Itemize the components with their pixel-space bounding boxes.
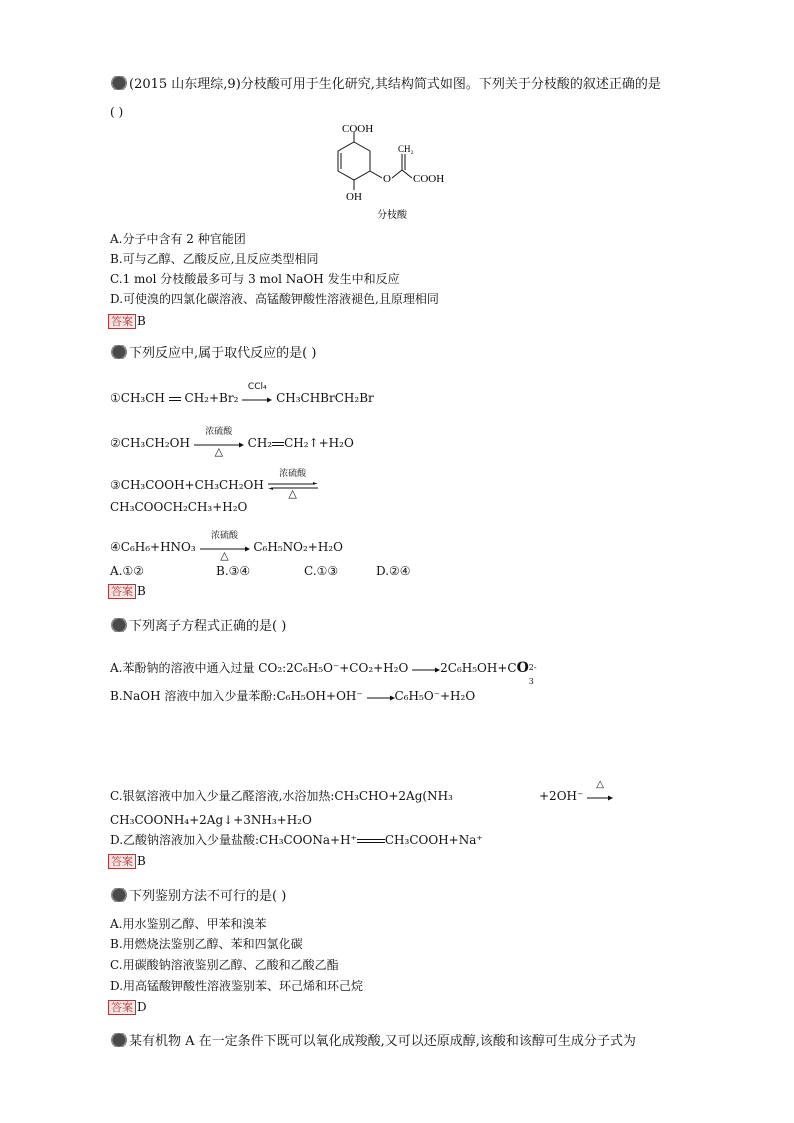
q1-option-d: D.可使溴的四氯化碳溶液、高锰酸钾酸性溶液褪色,且原理相同 xyxy=(110,292,439,306)
carbonate-charge: 2- xyxy=(528,663,537,672)
reaction-arrow: △ xyxy=(587,789,613,805)
q3-option-a: A.苯酚钠的溶液中通入过量 CO₂:2C₆H₅O⁻+CO₂+H₂O 2C₆H₅OH+CO 2- 3 xyxy=(110,660,539,677)
q4-stem: 下列鉴别方法不可行的是( ) xyxy=(129,889,287,904)
q1-answer: B xyxy=(137,314,146,328)
equals-sign xyxy=(357,839,385,843)
q2-answer: B xyxy=(137,584,146,598)
q2-reaction-4: ④C₆H₆+HNO₃ 浓硫酸 △ C₆H₅NO₂+H₂O xyxy=(110,530,343,562)
q2-reaction-2: ②CH₃CH₂OH 浓硫酸 △ CH₂ CH₂↑+H₂O xyxy=(110,426,354,458)
cooh-top-label: COOH xyxy=(342,123,374,135)
question-icon xyxy=(110,618,128,632)
q4-option-c: C.用碳酸钠溶液鉴别乙醇、乙酸和乙酸乙酯 xyxy=(110,958,339,972)
q2-reaction-3: ③CH₃COOH+CH₃CH₂OH 浓硫酸 △ xyxy=(110,477,318,494)
q4-option-d: D.用高锰酸钾酸性溶液鉴别苯、环己烯和环己烷 xyxy=(110,979,364,993)
q3-option-b: B.NaOH 溶液中加入少量苯酚:C₆H₅OH+OH⁻ C₆H₅O⁻+H₂O xyxy=(110,689,476,703)
double-bond xyxy=(272,442,284,446)
reversible-arrow: 浓硫酸 △ xyxy=(268,478,318,494)
question-icon xyxy=(110,76,128,90)
q1-option-b: B.可与乙醇、乙酸反应,且反应类型相同 xyxy=(110,252,319,266)
q3-option-c-product: CH₃COONH₄+2Ag↓+3NH₃+H₂O xyxy=(110,813,312,827)
q5-stem-line xyxy=(110,1033,636,1050)
answer-badge: 答案 xyxy=(108,584,136,599)
answer-badge: 答案 xyxy=(108,314,136,329)
q3-stem-line xyxy=(110,618,286,635)
reaction-arrow: 浓硫酸 △ xyxy=(200,540,250,556)
q1-stem: (2015 山东理综,9)分枝酸可用于生化研究,其结构简式如图。下列关于分枝酸的叙述正确的是 xyxy=(129,77,661,92)
q2-stem-line xyxy=(110,345,316,362)
q1-answer-line xyxy=(108,313,146,329)
ch2-label: CH₂ xyxy=(398,144,414,154)
q4-answer: D xyxy=(137,1000,147,1014)
q2-option-b: B.③④ xyxy=(216,564,251,578)
q1-option-c: C.1 mol 分枝酸最多可与 3 mol NaOH 发生中和反应 xyxy=(110,272,400,286)
q3-option-c-cont: +2OH⁻ △ xyxy=(539,788,613,805)
reaction-arrow xyxy=(367,689,395,705)
q1-option-a: A.分子中含有 2 种官能团 xyxy=(110,232,246,246)
q4-option-b: B.用燃烧法鉴别乙醇、苯和四氯化碳 xyxy=(110,937,303,951)
double-bond xyxy=(169,397,181,401)
q5-stem: 某有机物 A 在一定条件下既可以氧化成羧酸,又可以还原成醇,该酸和该醇可生成分子式为 xyxy=(129,1034,636,1049)
reaction-arrow xyxy=(412,661,440,677)
q2-option-a: A.①② xyxy=(110,564,144,578)
q3-answer-line xyxy=(108,853,146,869)
oh-label: OH xyxy=(346,191,362,203)
q1-blank: ( ) xyxy=(110,105,124,119)
chorismic-acid-structure xyxy=(320,118,470,223)
q2-stem: 下列反应中,属于取代反应的是( ) xyxy=(129,346,317,361)
structure-caption: 分枝酸 xyxy=(377,210,407,221)
question-icon xyxy=(110,345,128,359)
question-icon xyxy=(110,888,128,902)
q4-option-a: A.用水鉴别乙醇、甲苯和溴苯 xyxy=(110,917,267,931)
q2-option-d: D.②④ xyxy=(376,564,411,578)
q2-reaction-1: ①CH₃CH CH₂+Br₂ CCl₄ CH₃CHBrCH₂Br xyxy=(110,381,374,405)
q3-stem: 下列离子方程式正确的是( ) xyxy=(129,619,287,634)
question-icon xyxy=(110,1033,128,1047)
q3-option-c: C.银氨溶液中加入少量乙醛溶液,水浴加热:CH₃CHO+2Ag(NH₃ xyxy=(110,789,453,803)
reaction-arrow: 浓硫酸 △ xyxy=(194,436,244,452)
carbonate-subscript: 3 xyxy=(528,677,534,686)
q3-answer: B xyxy=(137,854,146,868)
q1-stem-line xyxy=(110,76,661,93)
q2-reaction-3-product: CH₃COOCH₂CH₃+H₂O xyxy=(110,500,248,514)
cooh-right-label: COOH xyxy=(413,173,445,185)
q2-option-c: C.①③ xyxy=(304,564,339,578)
answer-badge: 答案 xyxy=(108,1000,136,1015)
reaction-arrow: CCl₄ xyxy=(242,391,272,407)
q3-option-d: D.乙酸钠溶液加入少量盐酸:CH₃COONa+H⁺ CH₃COOH+Na⁺ xyxy=(110,833,483,847)
answer-badge: 答案 xyxy=(108,854,136,869)
q2-answer-line xyxy=(108,583,146,599)
q4-stem-line xyxy=(110,888,286,905)
ether-o-label: O xyxy=(383,173,391,185)
q4-answer-line xyxy=(108,999,147,1015)
